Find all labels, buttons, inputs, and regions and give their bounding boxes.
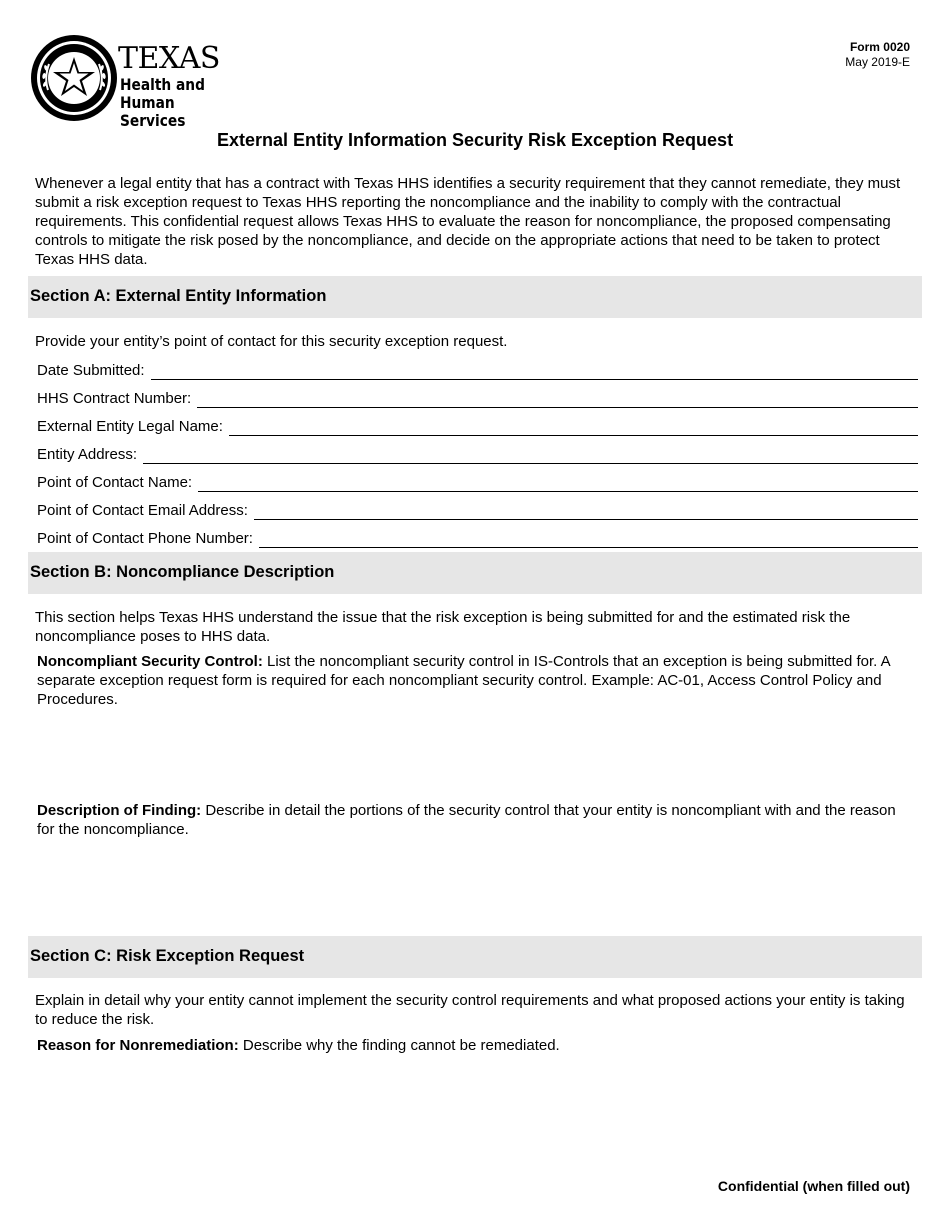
texas-hhs-logo: [30, 34, 250, 130]
section-a-instructions: Provide your entity’s point of contact for this security exception request.: [35, 333, 508, 350]
poc-email-field[interactable]: [37, 500, 918, 520]
poc-email-input[interactable]: [254, 507, 918, 520]
finding-description-label: Description of Finding:: [37, 802, 202, 819]
hhs-contract-number-field[interactable]: [37, 388, 918, 408]
entity-address-input[interactable]: [143, 451, 918, 464]
form-number: Form 0020: [849, 40, 910, 54]
entity-legal-name-input[interactable]: [229, 423, 918, 436]
section-c-instructions: Explain in detail why your entity cannot implement the security control requirements and what proposed actions your entity is taking to reduce the risk.: [35, 992, 905, 1028]
poc-phone-input[interactable]: [259, 535, 918, 548]
hhs-contract-number-input[interactable]: [197, 395, 918, 408]
field-label: HHS Contract Number:: [37, 390, 192, 407]
field-label: Point of Contact Name:: [37, 474, 193, 491]
section-b-heading: Section B: Noncompliance Description: [30, 563, 335, 581]
nonremediation-reason-label: Reason for Nonremediation:: [37, 1037, 239, 1054]
intro-paragraph: Whenever a legal entity that has a contract with Texas HHS identifies a security requirement that they cannot remediate, they must submit a risk exception request to Texas HHS reporting the noncompliance and the inability to comply with the contractual requirements. This confidential request allows Texas HHS to evaluate the reason for noncompliance, the proposed compensating controls to mitigate the risk posed by the noncompliance, and decide on the appropriate actions that need to be taken to protect Texas HHS data.: [35, 175, 901, 268]
texas-star-seal-icon: [30, 34, 118, 122]
section-b-header: [28, 552, 922, 594]
field-label: Date Submitted:: [37, 362, 145, 379]
entity-address-field[interactable]: [37, 444, 918, 464]
section-a-header: [28, 276, 922, 318]
logo-subtitle: Health and Human Services: [120, 75, 205, 130]
date-submitted-input[interactable]: [151, 367, 918, 380]
form-identifier: [845, 40, 910, 70]
field-label: Point of Contact Phone Number:: [37, 530, 253, 547]
nonremediation-reason-prompt: Reason for Nonremediation: Describe why the finding cannot be remediated.: [37, 1037, 560, 1054]
section-a-heading: Section A: External Entity Information: [30, 287, 327, 305]
field-label: Point of Contact Email Address:: [37, 502, 248, 519]
noncompliant-control-prompt: Noncompliant Security Control: List the noncompliant security control in IS-Controls that an exception is being submitted for. A separate exception request form is required for each noncompliant security control. Example: AC-01, Access Control Policy and Procedures.: [37, 653, 890, 708]
poc-name-input[interactable]: [198, 479, 918, 492]
section-c-header: [28, 936, 922, 978]
noncompliant-control-label: Noncompliant Security Control:: [37, 653, 263, 670]
field-label: Entity Address:: [37, 446, 138, 463]
poc-phone-field[interactable]: [37, 528, 918, 548]
logo-wordmark: TEXAS: [118, 41, 220, 76]
finding-description-prompt: Description of Finding: Describe in detail the portions of the security control that your entity is noncompliant with and the reason for the noncompliance.: [37, 802, 896, 838]
section-b-instructions: This section helps Texas HHS understand the issue that the risk exception is being submitted for and the estimated risk the noncompliance poses to HHS data.: [35, 609, 851, 645]
poc-name-field[interactable]: [37, 472, 918, 492]
entity-legal-name-field[interactable]: [37, 416, 918, 436]
form-revision: May 2019-E: [845, 55, 910, 69]
date-submitted-field[interactable]: [37, 360, 918, 380]
confidential-footer: Confidential (when filled out): [717, 1178, 910, 1194]
page-title: External Entity Information Security Risk Exception Request: [216, 130, 734, 150]
field-label: External Entity Legal Name:: [37, 418, 223, 435]
section-c-heading: Section C: Risk Exception Request: [30, 947, 305, 965]
